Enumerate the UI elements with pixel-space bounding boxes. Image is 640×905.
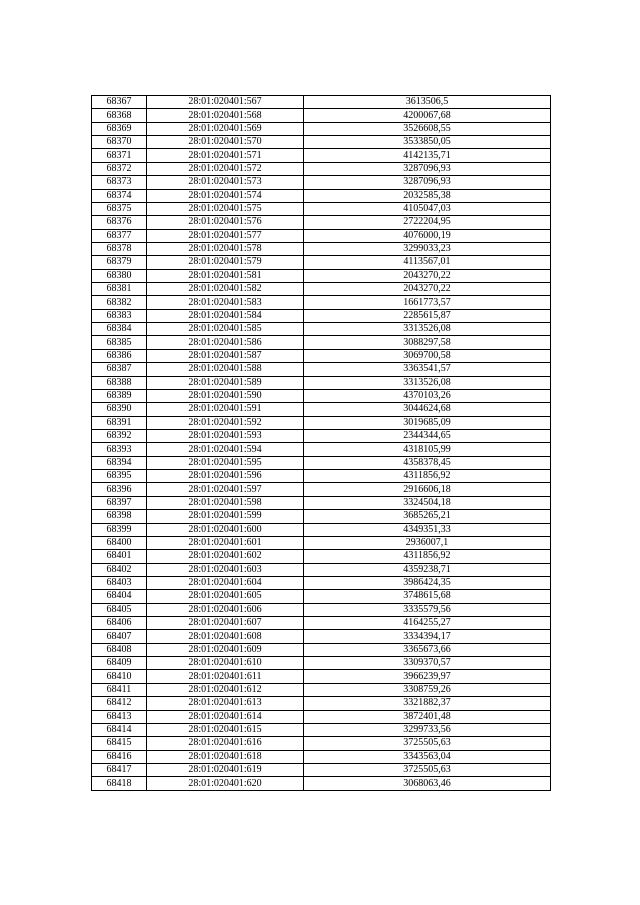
table-row xyxy=(92,429,551,442)
row-number-cell: 68373 xyxy=(92,176,147,189)
table-row xyxy=(92,470,551,483)
row-number-cell: 68388 xyxy=(92,376,147,389)
cadastral-number-cell: 28:01:020401:620 xyxy=(147,777,304,790)
row-number-cell: 68391 xyxy=(92,416,147,429)
value-cell: 2916606,18 xyxy=(304,483,551,496)
row-number-cell: 68376 xyxy=(92,216,147,229)
row-number-cell: 68403 xyxy=(92,576,147,589)
table-row xyxy=(92,510,551,523)
value-cell: 2285615,87 xyxy=(304,309,551,322)
row-number-cell: 68405 xyxy=(92,603,147,616)
cadastral-number-cell: 28:01:020401:576 xyxy=(147,216,304,229)
row-number-cell: 68394 xyxy=(92,456,147,469)
table-row xyxy=(92,242,551,255)
cadastral-number-cell: 28:01:020401:588 xyxy=(147,363,304,376)
table-row xyxy=(92,456,551,469)
cadastral-number-cell: 28:01:020401:582 xyxy=(147,283,304,296)
table-row xyxy=(92,363,551,376)
table-row xyxy=(92,109,551,122)
cadastral-number-cell: 28:01:020401:604 xyxy=(147,576,304,589)
row-number-cell: 68402 xyxy=(92,563,147,576)
value-cell: 3725505,63 xyxy=(304,737,551,750)
cadastral-number-cell: 28:01:020401:575 xyxy=(147,202,304,215)
cadastral-number-cell: 28:01:020401:591 xyxy=(147,403,304,416)
table-row xyxy=(92,590,551,603)
table-row xyxy=(92,389,551,402)
cadastral-number-cell: 28:01:020401:572 xyxy=(147,162,304,175)
row-number-cell: 68367 xyxy=(92,96,147,109)
row-number-cell: 68410 xyxy=(92,670,147,683)
cadastral-number-cell: 28:01:020401:599 xyxy=(147,510,304,523)
table-row xyxy=(92,122,551,135)
value-cell: 4370103,26 xyxy=(304,389,551,402)
value-cell: 3613506,5 xyxy=(304,96,551,109)
row-number-cell: 68369 xyxy=(92,122,147,135)
table-row xyxy=(92,376,551,389)
table-row xyxy=(92,403,551,416)
table-row xyxy=(92,136,551,149)
value-cell: 4311856,92 xyxy=(304,470,551,483)
row-number-cell: 68386 xyxy=(92,349,147,362)
table-row xyxy=(92,657,551,670)
cadastral-number-cell: 28:01:020401:577 xyxy=(147,229,304,242)
row-number-cell: 68392 xyxy=(92,429,147,442)
value-cell: 3069700,58 xyxy=(304,349,551,362)
table-row xyxy=(92,710,551,723)
cadastral-number-cell: 28:01:020401:616 xyxy=(147,737,304,750)
row-number-cell: 68384 xyxy=(92,323,147,336)
cadastral-number-cell: 28:01:020401:568 xyxy=(147,109,304,122)
cadastral-number-cell: 28:01:020401:598 xyxy=(147,496,304,509)
row-number-cell: 68416 xyxy=(92,750,147,763)
table-row xyxy=(92,443,551,456)
row-number-cell: 68385 xyxy=(92,336,147,349)
value-cell: 3748615,68 xyxy=(304,590,551,603)
value-cell: 4200067,68 xyxy=(304,109,551,122)
table-row xyxy=(92,563,551,576)
table-row xyxy=(92,216,551,229)
row-number-cell: 68378 xyxy=(92,242,147,255)
value-cell: 3088297,58 xyxy=(304,336,551,349)
value-cell: 3334394,17 xyxy=(304,630,551,643)
value-cell: 3287096,93 xyxy=(304,176,551,189)
cadastral-number-cell: 28:01:020401:567 xyxy=(147,96,304,109)
table-row xyxy=(92,723,551,736)
row-number-cell: 68375 xyxy=(92,202,147,215)
table-row xyxy=(92,523,551,536)
row-number-cell: 68414 xyxy=(92,723,147,736)
cadastral-number-cell: 28:01:020401:609 xyxy=(147,643,304,656)
cadastral-number-cell: 28:01:020401:603 xyxy=(147,563,304,576)
value-cell: 2043270,22 xyxy=(304,283,551,296)
row-number-cell: 68379 xyxy=(92,256,147,269)
value-cell: 3872401,48 xyxy=(304,710,551,723)
row-number-cell: 68412 xyxy=(92,697,147,710)
table-row xyxy=(92,256,551,269)
table-row xyxy=(92,269,551,282)
cadastral-number-cell: 28:01:020401:600 xyxy=(147,523,304,536)
cadastral-number-cell: 28:01:020401:601 xyxy=(147,536,304,549)
row-number-cell: 68396 xyxy=(92,483,147,496)
table-row xyxy=(92,603,551,616)
cadastral-value-table xyxy=(91,95,551,791)
table-row xyxy=(92,683,551,696)
value-cell: 4164255,27 xyxy=(304,617,551,630)
cadastral-number-cell: 28:01:020401:583 xyxy=(147,296,304,309)
row-number-cell: 68397 xyxy=(92,496,147,509)
row-number-cell: 68411 xyxy=(92,683,147,696)
row-number-cell: 68374 xyxy=(92,189,147,202)
cadastral-number-cell: 28:01:020401:608 xyxy=(147,630,304,643)
value-cell: 3685265,21 xyxy=(304,510,551,523)
value-cell: 3725505,63 xyxy=(304,763,551,776)
row-number-cell: 68418 xyxy=(92,777,147,790)
value-cell: 3313526,08 xyxy=(304,323,551,336)
table-row xyxy=(92,283,551,296)
value-cell: 3533850,05 xyxy=(304,136,551,149)
cadastral-number-cell: 28:01:020401:573 xyxy=(147,176,304,189)
value-cell: 4113567,01 xyxy=(304,256,551,269)
cadastral-number-cell: 28:01:020401:569 xyxy=(147,122,304,135)
row-number-cell: 68406 xyxy=(92,617,147,630)
row-number-cell: 68409 xyxy=(92,657,147,670)
cadastral-number-cell: 28:01:020401:618 xyxy=(147,750,304,763)
value-cell: 3986424,35 xyxy=(304,576,551,589)
cadastral-number-cell: 28:01:020401:594 xyxy=(147,443,304,456)
value-cell: 3309370,57 xyxy=(304,657,551,670)
cadastral-number-cell: 28:01:020401:584 xyxy=(147,309,304,322)
cadastral-number-cell: 28:01:020401:581 xyxy=(147,269,304,282)
row-number-cell: 68390 xyxy=(92,403,147,416)
cadastral-number-cell: 28:01:020401:585 xyxy=(147,323,304,336)
cadastral-number-cell: 28:01:020401:589 xyxy=(147,376,304,389)
row-number-cell: 68408 xyxy=(92,643,147,656)
table-row xyxy=(92,229,551,242)
table-row xyxy=(92,336,551,349)
row-number-cell: 68371 xyxy=(92,149,147,162)
table-body xyxy=(92,96,551,791)
cadastral-number-cell: 28:01:020401:590 xyxy=(147,389,304,402)
row-number-cell: 68383 xyxy=(92,309,147,322)
table-row xyxy=(92,323,551,336)
row-number-cell: 68404 xyxy=(92,590,147,603)
row-number-cell: 68372 xyxy=(92,162,147,175)
table-row xyxy=(92,536,551,549)
table-row xyxy=(92,496,551,509)
row-number-cell: 68401 xyxy=(92,550,147,563)
row-number-cell: 68400 xyxy=(92,536,147,549)
table-row xyxy=(92,349,551,362)
row-number-cell: 68413 xyxy=(92,710,147,723)
table-row xyxy=(92,576,551,589)
table-row xyxy=(92,309,551,322)
value-cell: 4359238,71 xyxy=(304,563,551,576)
row-number-cell: 68417 xyxy=(92,763,147,776)
row-number-cell: 68387 xyxy=(92,363,147,376)
cadastral-number-cell: 28:01:020401:606 xyxy=(147,603,304,616)
cadastral-number-cell: 28:01:020401:611 xyxy=(147,670,304,683)
value-cell: 3068063,46 xyxy=(304,777,551,790)
value-cell: 3019685,09 xyxy=(304,416,551,429)
row-number-cell: 68377 xyxy=(92,229,147,242)
value-cell: 3313526,08 xyxy=(304,376,551,389)
table-row xyxy=(92,697,551,710)
value-cell: 2344344,65 xyxy=(304,429,551,442)
cadastral-number-cell: 28:01:020401:615 xyxy=(147,723,304,736)
table-row xyxy=(92,176,551,189)
cadastral-number-cell: 28:01:020401:602 xyxy=(147,550,304,563)
value-cell: 3299733,56 xyxy=(304,723,551,736)
cadastral-number-cell: 28:01:020401:579 xyxy=(147,256,304,269)
row-number-cell: 68381 xyxy=(92,283,147,296)
table-row xyxy=(92,483,551,496)
table-row xyxy=(92,617,551,630)
row-number-cell: 68380 xyxy=(92,269,147,282)
value-cell: 1661773,57 xyxy=(304,296,551,309)
table-row xyxy=(92,763,551,776)
table-row xyxy=(92,96,551,109)
cadastral-number-cell: 28:01:020401:607 xyxy=(147,617,304,630)
value-cell: 3966239,97 xyxy=(304,670,551,683)
table-row xyxy=(92,737,551,750)
row-number-cell: 68382 xyxy=(92,296,147,309)
value-cell: 4358378,45 xyxy=(304,456,551,469)
table-row xyxy=(92,416,551,429)
value-cell: 4076000,19 xyxy=(304,229,551,242)
cadastral-number-cell: 28:01:020401:593 xyxy=(147,429,304,442)
cadastral-number-cell: 28:01:020401:595 xyxy=(147,456,304,469)
table-row xyxy=(92,202,551,215)
value-cell: 2043270,22 xyxy=(304,269,551,282)
cadastral-number-cell: 28:01:020401:592 xyxy=(147,416,304,429)
value-cell: 3321882,37 xyxy=(304,697,551,710)
cadastral-number-cell: 28:01:020401:614 xyxy=(147,710,304,723)
table-row xyxy=(92,296,551,309)
row-number-cell: 68415 xyxy=(92,737,147,750)
row-number-cell: 68393 xyxy=(92,443,147,456)
cadastral-number-cell: 28:01:020401:596 xyxy=(147,470,304,483)
table-row xyxy=(92,630,551,643)
row-number-cell: 68399 xyxy=(92,523,147,536)
table-row xyxy=(92,670,551,683)
value-cell: 3324504,18 xyxy=(304,496,551,509)
row-number-cell: 68407 xyxy=(92,630,147,643)
value-cell: 2032585,38 xyxy=(304,189,551,202)
value-cell: 3299033,23 xyxy=(304,242,551,255)
value-cell: 3308759,26 xyxy=(304,683,551,696)
row-number-cell: 68389 xyxy=(92,389,147,402)
cadastral-number-cell: 28:01:020401:597 xyxy=(147,483,304,496)
value-cell: 3363541,57 xyxy=(304,363,551,376)
cadastral-number-cell: 28:01:020401:574 xyxy=(147,189,304,202)
cadastral-number-cell: 28:01:020401:570 xyxy=(147,136,304,149)
value-cell: 3526608,55 xyxy=(304,122,551,135)
value-cell: 4105047,03 xyxy=(304,202,551,215)
table-row xyxy=(92,162,551,175)
cadastral-number-cell: 28:01:020401:612 xyxy=(147,683,304,696)
value-cell: 4311856,92 xyxy=(304,550,551,563)
cadastral-number-cell: 28:01:020401:619 xyxy=(147,763,304,776)
value-cell: 3365673,66 xyxy=(304,643,551,656)
table-row xyxy=(92,189,551,202)
table-row xyxy=(92,550,551,563)
value-cell: 3343563,04 xyxy=(304,750,551,763)
row-number-cell: 68368 xyxy=(92,109,147,122)
value-cell: 2722204,95 xyxy=(304,216,551,229)
row-number-cell: 68395 xyxy=(92,470,147,483)
value-cell: 3335579,56 xyxy=(304,603,551,616)
value-cell: 4142135,71 xyxy=(304,149,551,162)
cadastral-number-cell: 28:01:020401:613 xyxy=(147,697,304,710)
cadastral-number-cell: 28:01:020401:587 xyxy=(147,349,304,362)
cadastral-number-cell: 28:01:020401:578 xyxy=(147,242,304,255)
table-row xyxy=(92,643,551,656)
table-row xyxy=(92,149,551,162)
cadastral-number-cell: 28:01:020401:610 xyxy=(147,657,304,670)
row-number-cell: 68370 xyxy=(92,136,147,149)
value-cell: 3044624,68 xyxy=(304,403,551,416)
table-row xyxy=(92,750,551,763)
value-cell: 2936007,1 xyxy=(304,536,551,549)
table-row xyxy=(92,777,551,790)
value-cell: 4318105,99 xyxy=(304,443,551,456)
cadastral-number-cell: 28:01:020401:605 xyxy=(147,590,304,603)
cadastral-number-cell: 28:01:020401:586 xyxy=(147,336,304,349)
value-cell: 4349351,33 xyxy=(304,523,551,536)
value-cell: 3287096,93 xyxy=(304,162,551,175)
cadastral-number-cell: 28:01:020401:571 xyxy=(147,149,304,162)
row-number-cell: 68398 xyxy=(92,510,147,523)
